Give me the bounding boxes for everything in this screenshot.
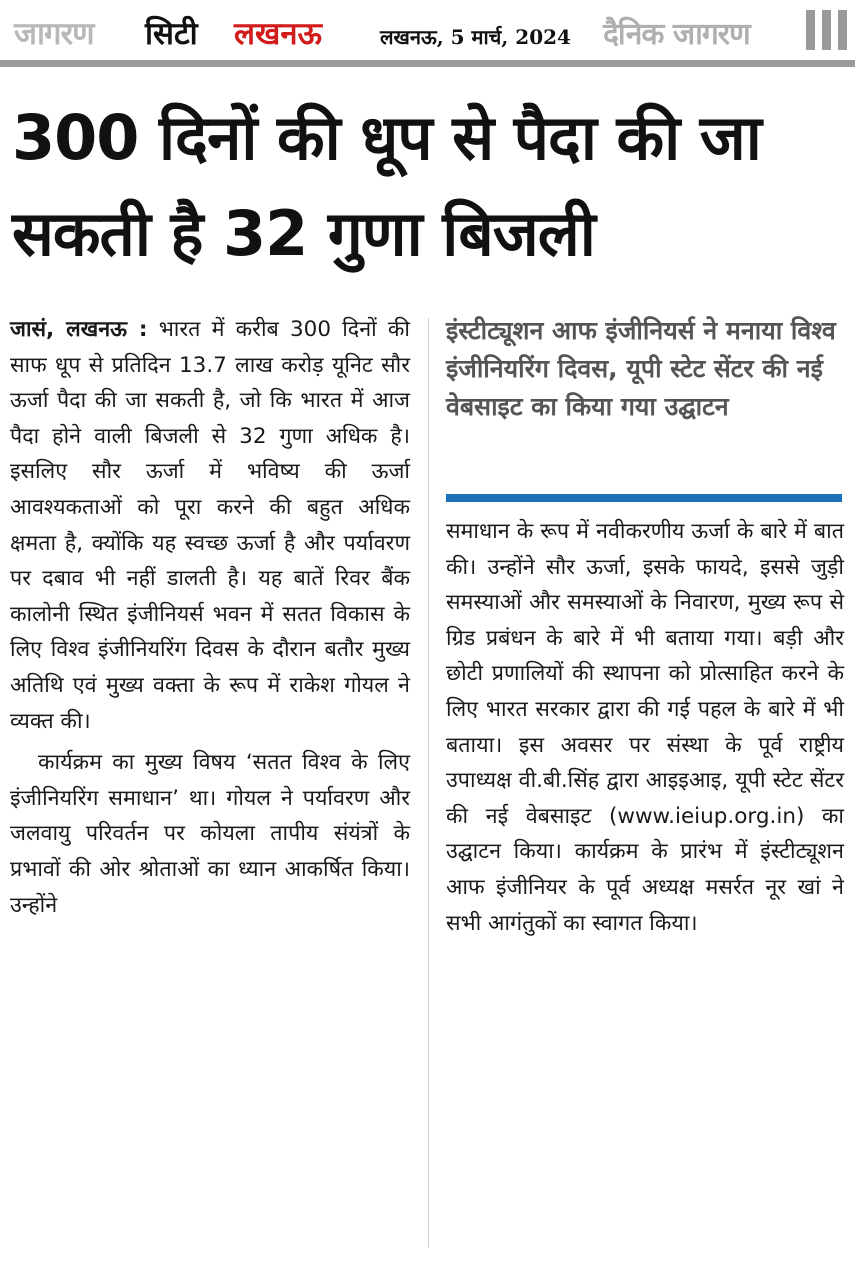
dateline: जासं, लखनऊ : — [10, 317, 148, 342]
masthead-jagran: जागरण — [14, 16, 94, 52]
masthead-rule — [0, 60, 855, 67]
column-divider — [428, 318, 429, 1248]
masthead-city: सिटी — [145, 16, 198, 52]
article-left-column — [10, 312, 410, 923]
masthead-city-name: लखनऊ — [234, 16, 322, 52]
masthead — [0, 0, 855, 66]
masthead-date: लखनऊ, 5 मार्च, 2024 — [380, 25, 571, 49]
left-paragraph-1-text: भारत में करीब 300 दिनों की साफ धूप से प्रतिदिन 13.7 लाख करोड़ यूनिट सौर ऊर्जा पैदा की जा सकती है, जो कि भारत में आज पैदा होने वाली बिजली से 32 गुणा अधिक है। इसलिए सौर ऊर्जा में भविष्य की ऊर्जा आवश्यकताओं को पूरा करने की बहुत अधिक क्षमता है, क्योंकि यह स्वच्छ ऊर्जा है और पर्यावरण पर दबाव भी नहीं डालती है। यह बातें रिवर बैंक कालोनी स्थित इंजीनियर्स भवन में सतत विकास के लिए विश्व इंजीनियरिंग दिवस के दौरान बतौर मुख्य अतिथि एवं मुख्य वक्ता के रूप में राकेश गोयल ने व्यक्त की। — [10, 317, 410, 734]
article-right-column — [446, 514, 844, 941]
masthead-brand-logo: दैनिक जागरण — [603, 17, 750, 52]
subhead-rule — [446, 494, 842, 502]
left-paragraph-1 — [10, 312, 410, 739]
left-paragraph-2: कार्यक्रम का मुख्य विषय ‘सतत विश्व के लिए इंजीनियरिंग समाधान’ था। गोयल ने पर्यावरण और जलवायु परिवर्तन पर कोयला तापीय संयंत्रों के प्रभावों की ओर श्रोताओं का ध्यान आकर्षित किया। उन्होंने — [10, 750, 410, 918]
right-paragraph: समाधान के रूप में नवीकरणीय ऊर्जा के बारे में बात की। उन्होंने सौर ऊर्जा, इसके फायदे, इससे जुड़ी समस्याओं और समस्याओं के निवारण, मुख्य रूप से ग्रिड प्रबंधन के बारे में भी बताया गया। बड़ी और छोटी प्रणालियों की स्थापना को प्रोत्साहित करने के लिए भारत सरकार द्वारा की गई पहल के बारे में भी बताया। इस अवसर पर संस्था के पूर्व राष्ट्रीय उपाध्यक्ष वी.बी.सिंह द्वारा आइइआइ, यूपी स्टेट सेंटर की नई वेबसाइट (www.ieiup.org.in) का उद्घाटन किया। कार्यक्रम के प्रारंभ में इंस्टीट्यूशन आफ इंजीनियर के पूर्व अध्यक्ष मसर्रत नूर खां ने सभी आगंतुकों का स्वागत किया। — [446, 519, 844, 936]
subheadline: इंस्टीट्यूशन आफ इंजीनियर्स ने मनाया विश्व इंजीनियरिंग दिवस, यूपी स्टेट सेंटर की नई वेबसाइट का किया गया उद्घाटन — [446, 316, 836, 421]
headline: 300 दिनों की धूप से पैदा की जा सकती है 32 गुणा बिजली — [12, 101, 761, 270]
masthead-bars-icon — [806, 10, 850, 50]
